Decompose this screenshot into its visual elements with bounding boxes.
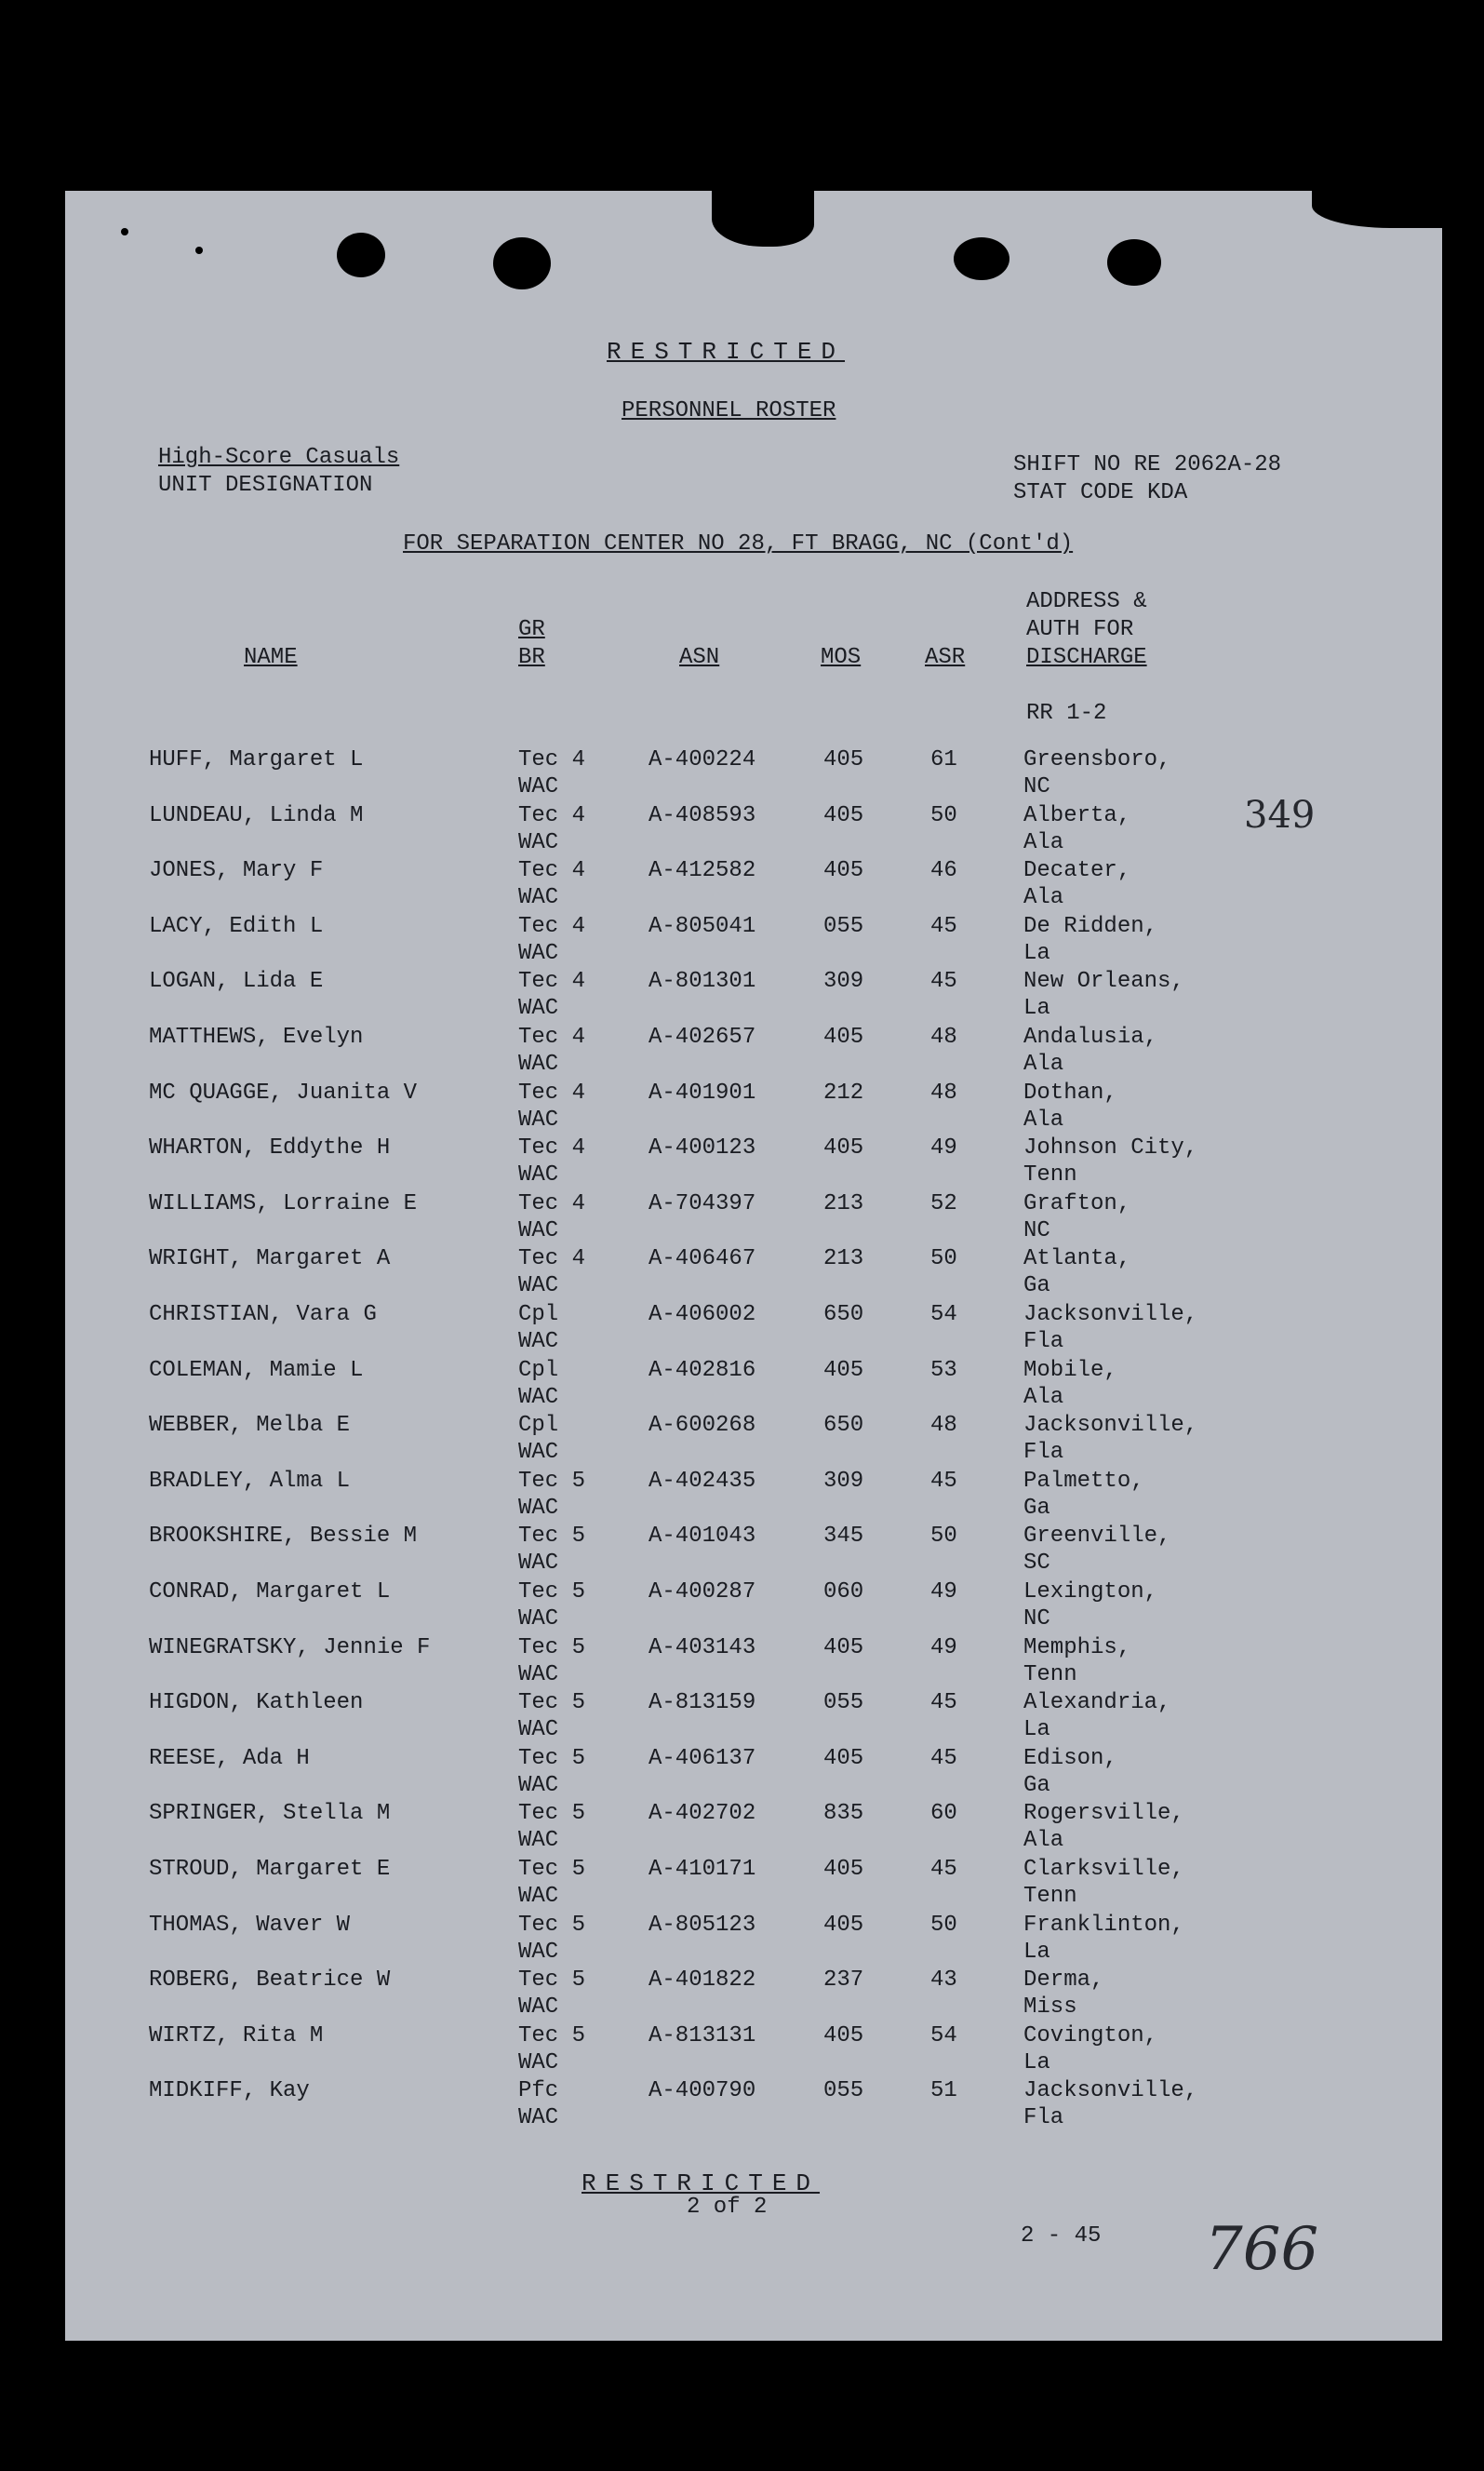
row-asr: 49 [930, 1135, 957, 1162]
row-name: COLEMAN, Mamie L [149, 1357, 364, 1383]
col-grade-2: BR [518, 645, 545, 670]
row-branch: WAC [518, 1661, 559, 1687]
row-branch: WAC [518, 1772, 559, 1798]
row-city: Alberta, [1023, 802, 1131, 828]
destination: FOR SEPARATION CENTER NO 28, FT BRAGG, NC (Cont'd) [403, 531, 1074, 557]
row-city: De Ridden, [1023, 913, 1158, 939]
row-asn: A-402657 [648, 1025, 756, 1050]
row-grade: Tec 5 [518, 1524, 586, 1550]
row-name: WILLIAMS, Lorraine E [149, 1190, 418, 1216]
row-grade: Tec 5 [518, 1967, 586, 1994]
row-branch: WAC [518, 2105, 559, 2131]
row-asn: A-402816 [648, 1357, 756, 1383]
row-mos: 060 [823, 1579, 864, 1605]
row-state: Fla [1023, 1440, 1064, 1466]
row-branch: WAC [518, 1107, 559, 1133]
row-name: WRIGHT, Margaret A [149, 1246, 391, 1272]
row-grade: Tec 5 [518, 1745, 586, 1771]
row-branch: WAC [518, 996, 559, 1022]
row-branch: WAC [518, 1551, 559, 1577]
row-name: LUNDEAU, Linda M [149, 802, 364, 828]
row-name: WINEGRATSKY, Jennie F [149, 1634, 431, 1660]
row-city: Alexandria, [1023, 1690, 1171, 1716]
row-mos: 650 [823, 1413, 864, 1439]
row-state: La [1023, 940, 1050, 966]
classification-footer: RESTRICTED [582, 2169, 821, 2197]
table-row [65, 1745, 1442, 1804]
row-asn: A-402435 [648, 1468, 756, 1494]
row-city: Jacksonville, [1023, 1413, 1198, 1439]
row-asr: 43 [930, 1967, 957, 1994]
table-row [65, 1692, 1442, 1748]
row-name: LACY, Edith L [149, 913, 324, 939]
table-row [65, 971, 1442, 1027]
row-state: Tenn [1023, 1884, 1077, 1909]
row-city: Decater, [1023, 858, 1131, 884]
row-state: NC [1023, 1217, 1050, 1243]
row-state: Tenn [1023, 1162, 1077, 1188]
row-asr: 45 [930, 1857, 957, 1882]
row-state: La [1023, 996, 1050, 1022]
row-mos: 405 [823, 747, 864, 772]
punch-hole [1107, 239, 1161, 286]
row-mos: 055 [823, 1690, 864, 1716]
row-city: Mobile, [1023, 1357, 1117, 1383]
row-asn: A-410171 [648, 1857, 756, 1882]
row-mos: 405 [823, 858, 864, 884]
col-auth: RR 1-2 [1026, 701, 1107, 726]
row-branch: WAC [518, 829, 559, 855]
row-asr: 54 [930, 2022, 957, 2048]
unit-name: High-Score Casuals [158, 445, 400, 470]
row-grade: Tec 4 [518, 1080, 586, 1106]
table-row [65, 860, 1442, 916]
row-name: MATTHEWS, Evelyn [149, 1025, 364, 1050]
torn-edge [121, 228, 128, 235]
roster-page [65, 191, 1442, 2341]
row-state: Ala [1023, 1828, 1064, 1854]
row-mos: 213 [823, 1246, 864, 1272]
torn-edge [712, 191, 814, 247]
row-state: Tenn [1023, 1661, 1077, 1687]
table-row [65, 749, 1442, 805]
col-asn: ASN [679, 645, 720, 670]
row-city: Palmetto, [1023, 1468, 1144, 1494]
row-asr: 45 [930, 969, 957, 995]
row-city: Clarksville, [1023, 1857, 1184, 1882]
row-grade: Tec 5 [518, 1912, 586, 1938]
row-name: ROBERG, Beatrice W [149, 1967, 391, 1994]
row-mos: 309 [823, 969, 864, 995]
row-asr: 60 [930, 1801, 957, 1827]
row-asr: 49 [930, 1579, 957, 1605]
row-mos: 055 [823, 913, 864, 939]
row-city: Franklinton, [1023, 1912, 1184, 1938]
row-name: BRADLEY, Alma L [149, 1468, 351, 1494]
row-grade: Pfc [518, 2078, 559, 2104]
row-state: Ala [1023, 1107, 1064, 1133]
row-state: La [1023, 2049, 1050, 2075]
row-branch: WAC [518, 774, 559, 799]
row-asr: 50 [930, 1912, 957, 1938]
punch-hole [493, 237, 551, 289]
row-grade: Tec 5 [518, 1634, 586, 1660]
row-asn: A-805123 [648, 1912, 756, 1938]
row-state: Ala [1023, 885, 1064, 911]
row-name: REESE, Ada H [149, 1745, 310, 1771]
row-asn: A-406137 [648, 1745, 756, 1771]
row-asr: 50 [930, 1246, 957, 1272]
row-mos: 405 [823, 1745, 864, 1771]
row-city: New Orleans, [1023, 969, 1184, 995]
row-grade: Cpl [518, 1302, 559, 1327]
row-city: Johnson City, [1023, 1135, 1198, 1162]
row-asr: 48 [930, 1025, 957, 1050]
table-row [65, 1468, 1442, 1526]
row-branch: WAC [518, 1884, 559, 1909]
row-grade: Tec 4 [518, 802, 586, 828]
torn-edge [1312, 191, 1442, 228]
row-branch: WAC [518, 1384, 559, 1410]
row-city: Greensboro, [1023, 747, 1171, 772]
row-grade: Tec 4 [518, 913, 586, 939]
row-asn: A-813131 [648, 2022, 756, 2048]
row-state: SC [1023, 1551, 1050, 1577]
row-name: MC QUAGGE, Juanita V [149, 1080, 418, 1106]
row-mos: 405 [823, 2022, 864, 2048]
row-branch: WAC [518, 1162, 559, 1188]
shift-number: SHIFT NO RE 2062A-28 [1013, 452, 1282, 477]
col-address-3: DISCHARGE [1026, 645, 1147, 670]
row-asn: A-600268 [648, 1413, 756, 1439]
table-row [65, 1304, 1442, 1360]
row-branch: WAC [518, 1606, 559, 1632]
row-asr: 46 [930, 858, 957, 884]
row-asn: A-400123 [648, 1135, 756, 1162]
row-branch: WAC [518, 885, 559, 911]
row-asn: A-400287 [648, 1579, 756, 1605]
row-name: BROOKSHIRE, Bessie M [149, 1524, 418, 1550]
row-mos: 835 [823, 1801, 864, 1827]
row-branch: WAC [518, 1052, 559, 1077]
row-city: Atlanta, [1023, 1246, 1131, 1272]
row-branch: WAC [518, 1440, 559, 1466]
row-name: CONRAD, Margaret L [149, 1579, 391, 1605]
row-asn: A-402702 [648, 1801, 756, 1827]
row-branch: WAC [518, 1994, 559, 2021]
table-row [65, 1634, 1442, 1693]
row-state: NC [1023, 774, 1050, 799]
table-row [65, 2022, 1442, 2081]
row-state: Fla [1023, 2105, 1064, 2131]
row-city: Covington, [1023, 2022, 1158, 2048]
row-city: Andalusia, [1023, 1025, 1158, 1050]
row-mos: 213 [823, 1190, 864, 1216]
table-row [65, 2080, 1442, 2136]
row-asr: 45 [930, 913, 957, 939]
row-mos: 405 [823, 1634, 864, 1660]
row-city: Greenville, [1023, 1524, 1171, 1550]
table-row [65, 913, 1442, 972]
col-mos: MOS [821, 645, 862, 670]
stat-code: STAT CODE KDA [1013, 480, 1188, 505]
row-city: Rogersville, [1023, 1801, 1184, 1827]
row-name: LOGAN, Lida E [149, 969, 324, 995]
row-asn: A-805041 [648, 913, 756, 939]
row-asn: A-408593 [648, 802, 756, 828]
col-name: NAME [244, 645, 298, 670]
row-branch: WAC [518, 1329, 559, 1354]
table-row [65, 1027, 1442, 1082]
row-state: Ga [1023, 1772, 1050, 1798]
punch-hole [337, 233, 385, 277]
row-grade: Tec 4 [518, 1190, 586, 1216]
row-city: Grafton, [1023, 1190, 1131, 1216]
row-asn: A-801301 [648, 969, 756, 995]
row-grade: Tec 5 [518, 1690, 586, 1716]
row-branch: WAC [518, 1217, 559, 1243]
table-row [65, 1525, 1442, 1581]
table-row [65, 1581, 1442, 1637]
table-row [65, 802, 1442, 861]
row-name: SPRINGER, Stella M [149, 1801, 391, 1827]
row-grade: Tec 4 [518, 858, 586, 884]
row-city: Derma, [1023, 1967, 1104, 1994]
row-asr: 54 [930, 1302, 957, 1327]
row-mos: 212 [823, 1080, 864, 1106]
row-city: Memphis, [1023, 1634, 1131, 1660]
row-name: THOMAS, Waver W [149, 1912, 351, 1938]
row-asn: A-401822 [648, 1967, 756, 1994]
row-name: WIRTZ, Rita M [149, 2022, 324, 2048]
row-grade: Tec 4 [518, 1025, 586, 1050]
row-asn: A-813159 [648, 1690, 756, 1716]
row-name: WEBBER, Melba E [149, 1413, 351, 1439]
row-branch: WAC [518, 1939, 559, 1965]
row-branch: WAC [518, 1495, 559, 1521]
row-grade: Tec 5 [518, 1857, 586, 1882]
row-mos: 309 [823, 1468, 864, 1494]
unit-label: UNIT DESIGNATION [158, 473, 373, 498]
row-asn: A-412582 [648, 858, 756, 884]
row-state: NC [1023, 1606, 1050, 1632]
handwritten-corner-number: 766 [1205, 2215, 1319, 2284]
row-city: Dothan, [1023, 1080, 1117, 1106]
row-mos: 405 [823, 1912, 864, 1938]
row-asr: 45 [930, 1468, 957, 1494]
table-row [65, 1248, 1442, 1304]
row-mos: 405 [823, 1857, 864, 1882]
punch-hole [954, 237, 1009, 280]
row-branch: WAC [518, 1717, 559, 1743]
row-asr: 50 [930, 1524, 957, 1550]
row-grade: Tec 4 [518, 1135, 586, 1162]
row-mos: 237 [823, 1967, 864, 1994]
row-mos: 055 [823, 2078, 864, 2104]
row-mos: 405 [823, 1357, 864, 1383]
row-name: HUFF, Margaret L [149, 747, 364, 772]
form-number: 2 - 45 [1021, 2223, 1102, 2249]
row-city: Jacksonville, [1023, 2078, 1198, 2104]
row-asn: A-704397 [648, 1190, 756, 1216]
table-row [65, 1415, 1442, 1471]
row-asr: 50 [930, 802, 957, 828]
row-asn: A-401901 [648, 1080, 756, 1106]
row-asn: A-406467 [648, 1246, 756, 1272]
row-city: Lexington, [1023, 1579, 1158, 1605]
row-name: WHARTON, Eddythe H [149, 1135, 391, 1162]
row-state: La [1023, 1717, 1050, 1743]
col-asr: ASR [925, 645, 966, 670]
row-grade: Tec 4 [518, 747, 586, 772]
row-mos: 650 [823, 1302, 864, 1327]
row-grade: Cpl [518, 1357, 559, 1383]
row-name: HIGDON, Kathleen [149, 1690, 364, 1716]
col-address-1: ADDRESS & [1026, 589, 1147, 614]
table-row [65, 1803, 1442, 1859]
row-asr: 52 [930, 1190, 957, 1216]
row-mos: 405 [823, 1025, 864, 1050]
row-mos: 345 [823, 1524, 864, 1550]
row-asr: 61 [930, 747, 957, 772]
row-grade: Cpl [518, 1413, 559, 1439]
row-name: STROUD, Margaret E [149, 1857, 391, 1882]
row-state: Ga [1023, 1273, 1050, 1299]
classification-header: RESTRICTED [607, 338, 846, 366]
row-name: MIDKIFF, Kay [149, 2078, 310, 2104]
row-grade: Tec 5 [518, 1801, 586, 1827]
row-asr: 49 [930, 1634, 957, 1660]
row-branch: WAC [518, 1273, 559, 1299]
row-state: Ga [1023, 1495, 1050, 1521]
row-asn: A-401043 [648, 1524, 756, 1550]
row-asn: A-406002 [648, 1302, 756, 1327]
row-mos: 405 [823, 802, 864, 828]
torn-edge [195, 247, 203, 254]
row-asn: A-400224 [648, 747, 756, 772]
row-asn: A-400790 [648, 2078, 756, 2104]
row-grade: Tec 5 [518, 1468, 586, 1494]
row-name: CHRISTIAN, Vara G [149, 1302, 377, 1327]
row-asr: 48 [930, 1413, 957, 1439]
table-row [65, 1137, 1442, 1193]
page-number: 2 of 2 [687, 2195, 768, 2220]
row-grade: Tec 4 [518, 969, 586, 995]
table-row [65, 1190, 1442, 1249]
col-grade-1: GR [518, 617, 545, 642]
table-row [65, 1859, 1442, 1914]
row-branch: WAC [518, 2049, 559, 2075]
row-grade: Tec 4 [518, 1246, 586, 1272]
row-city: Edison, [1023, 1745, 1117, 1771]
row-grade: Tec 5 [518, 2022, 586, 2048]
col-address-2: AUTH FOR [1026, 617, 1134, 642]
row-grade: Tec 5 [518, 1579, 586, 1605]
row-state: Miss [1023, 1994, 1077, 2021]
row-branch: WAC [518, 1828, 559, 1854]
table-row [65, 1914, 1442, 1970]
row-mos: 405 [823, 1135, 864, 1162]
row-asr: 53 [930, 1357, 957, 1383]
row-city: Jacksonville, [1023, 1302, 1198, 1327]
row-name: JONES, Mary F [149, 858, 324, 884]
row-asr: 51 [930, 2078, 957, 2104]
row-asr: 45 [930, 1745, 957, 1771]
row-state: La [1023, 1939, 1050, 1965]
handwritten-margin-number: 349 [1244, 794, 1316, 837]
row-state: Ala [1023, 1384, 1064, 1410]
row-asr: 45 [930, 1690, 957, 1716]
row-state: Ala [1023, 1052, 1064, 1077]
table-row [65, 1357, 1442, 1416]
row-state: Ala [1023, 829, 1064, 855]
document-title: PERSONNEL ROSTER [622, 398, 836, 423]
row-asr: 48 [930, 1080, 957, 1106]
table-row [65, 1969, 1442, 2025]
row-branch: WAC [518, 940, 559, 966]
table-row [65, 1082, 1442, 1138]
row-asn: A-403143 [648, 1634, 756, 1660]
row-state: Fla [1023, 1329, 1064, 1354]
